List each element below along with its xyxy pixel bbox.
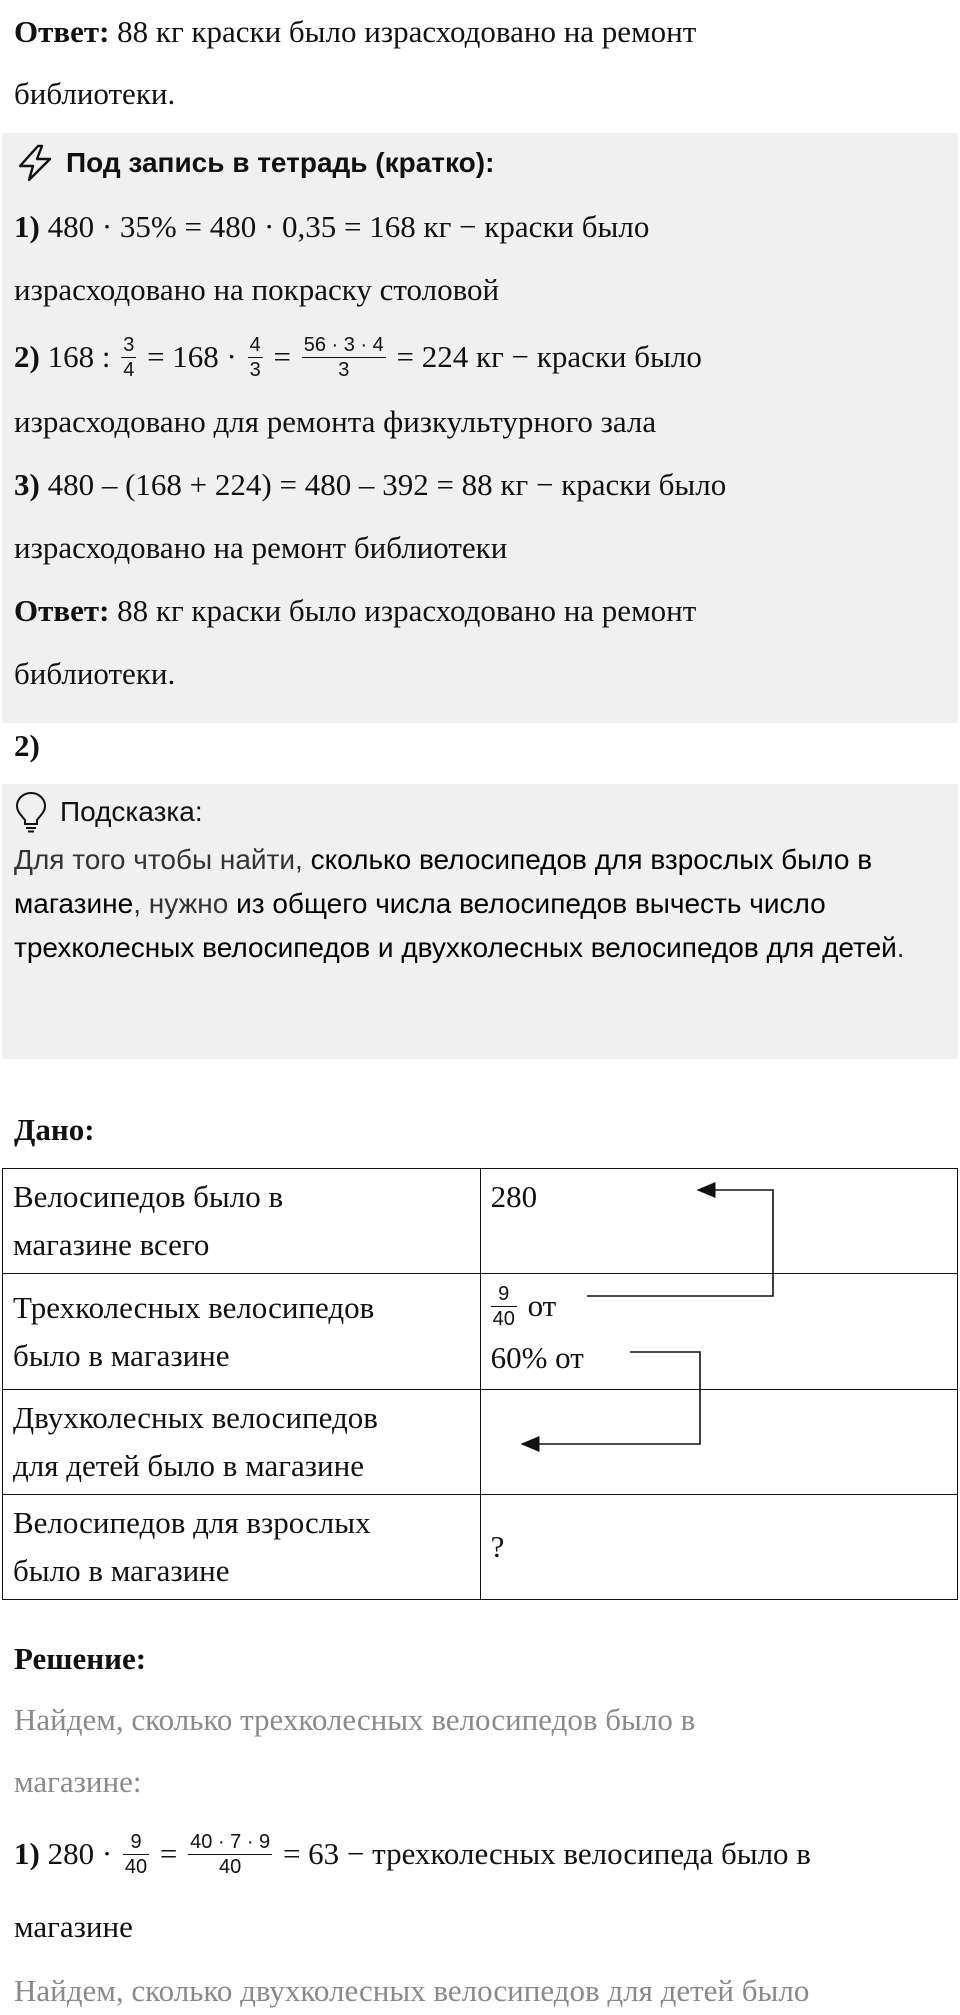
arrow-60-percent-to-two-wheel (522, 1352, 700, 1444)
fraction-denominator: 40 (492, 1307, 515, 1330)
step-text: 480 · 35% = 480 · 0,35 = 168 кг − краски было (39, 209, 650, 244)
answer-label: Ответ: (14, 14, 110, 49)
cell-line: Двухколесных велосипедов (13, 1400, 378, 1435)
step-number: 2) (14, 339, 40, 374)
step-text: 480 – (168 + 224) = 480 – 392 = 88 кг − краски было (39, 467, 727, 502)
fraction-numerator: 9 (491, 1283, 517, 1307)
fraction-denominator: 4 (123, 358, 135, 381)
step-text-cont: израсходовано на ремонт библиотеки (14, 530, 508, 565)
fraction (123, 1831, 149, 1878)
hint-text-emphasis: сколько велосипедов для взрослых было в магазине (14, 844, 873, 919)
cell-value: ? (490, 1529, 505, 1564)
step-text: = (152, 1836, 186, 1871)
cell-line: магазине всего (13, 1227, 210, 1262)
intro-line: магазине: (14, 1764, 142, 1799)
cell-value: 280 (490, 1179, 538, 1214)
answer-text-cont: библиотеки. (14, 76, 176, 111)
fraction-numerator: 9 (123, 1831, 149, 1855)
hint-text-emphasis: из общего числа велосипедов вычесть число трехколесных велосипедов и двухколесных велосипедов для детей (14, 888, 897, 963)
fraction-denominator: 3 (249, 358, 261, 381)
step-text: = 224 кг − краски было (388, 339, 702, 374)
hint-text-plain: . (896, 932, 905, 963)
step-number: 1) (14, 209, 40, 244)
cell-line: для детей было в магазине (13, 1448, 364, 1483)
solution-intro-2: Найдем, сколько двухколесных велосипедов для детей было (14, 1973, 810, 2008)
cell-line: было в магазине (13, 1338, 230, 1373)
step-text-cont: израсходовано на покраску столовой (14, 272, 500, 307)
fraction-denominator: 40 (219, 1855, 242, 1878)
notebook-panel-title: Под запись в тетрадь (кратко): (66, 147, 495, 178)
fraction-denominator: 3 (338, 358, 350, 381)
cell-line: Велосипедов было в (13, 1179, 284, 1214)
answer-label: Ответ: (14, 593, 110, 628)
step-text-cont: израсходовано для ремонта физкультурного зала (14, 404, 657, 439)
cell-value-text: от (519, 1288, 557, 1323)
cell-line: было в магазине (13, 1553, 230, 1588)
solution-heading: Решение: (14, 1641, 147, 1676)
step-text: 168 : (39, 339, 119, 374)
hint-text-plain: Для того чтобы найти, (14, 844, 311, 875)
cell-value-text: 60% от (490, 1340, 584, 1375)
solution-step-1 (14, 1823, 811, 1885)
step-text: = 63 − трехколесных велосипеда было в (275, 1836, 811, 1871)
fraction-numerator: 56 · 3 · 4 (303, 333, 384, 356)
step-number: 3) (14, 467, 40, 502)
arrow-9-40-of-280 (587, 1190, 773, 1296)
hint-text-plain: , нужно (133, 888, 237, 919)
step-text: 280 · (39, 1836, 120, 1871)
cell-line: Велосипедов для взрослых (13, 1505, 371, 1540)
fraction-denominator: 40 (124, 1855, 148, 1878)
given-heading: Дано: (14, 1112, 95, 1147)
step-text: = 168 · (139, 339, 245, 374)
intro-line: Найдем, сколько трехколесных велосипедов было в (14, 1702, 696, 1737)
fraction-numerator: 40 · 7 · 9 (190, 1830, 271, 1853)
cell-line: Трехколесных велосипедов (13, 1290, 375, 1325)
solution-intro-1 (14, 1696, 695, 1806)
solution-step-1-cont: магазине (14, 1909, 133, 1944)
fraction (188, 1831, 272, 1878)
fraction-numerator: 3 (123, 333, 135, 356)
answer-text: 88 кг краски было израсходовано на ремонт (109, 14, 697, 49)
hint-title: Подсказка: (60, 796, 203, 827)
step-number: 1) (14, 1836, 40, 1871)
part-2-label: 2) (14, 728, 40, 763)
answer-text-cont: библиотеки. (14, 656, 176, 691)
fraction-numerator: 4 (249, 333, 261, 356)
step-text: = (265, 339, 299, 374)
answer-text: 88 кг краски было израсходовано на ремонт (109, 593, 697, 628)
